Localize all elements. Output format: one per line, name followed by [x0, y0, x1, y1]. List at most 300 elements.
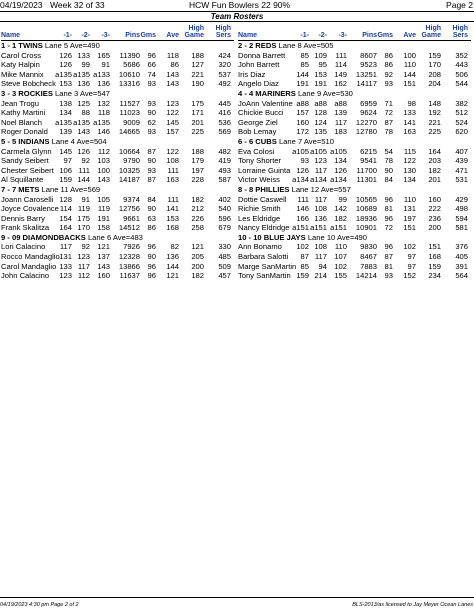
- games-played: 84: [147, 194, 156, 204]
- high-game: 258: [191, 223, 204, 233]
- game1: 87: [300, 252, 309, 262]
- high-series: 524: [455, 117, 468, 127]
- bowler-name: Dottie Caswell: [238, 194, 287, 204]
- game3: 99: [338, 194, 347, 204]
- game2: 143: [77, 127, 90, 137]
- game3: 165: [97, 50, 110, 60]
- team-name: 3 - 3 ROCKIES: [1, 88, 53, 98]
- game2: 133: [77, 50, 90, 60]
- page-number: Page 2: [446, 0, 473, 10]
- games-played: 93: [147, 98, 156, 108]
- games-played: 90: [147, 252, 156, 262]
- game1: 85: [300, 60, 309, 70]
- average: 111: [167, 194, 179, 204]
- report-subtitle: Team Rosters: [0, 12, 474, 22]
- games-played: 81: [384, 204, 393, 214]
- games-played: 84: [384, 175, 393, 185]
- high-series: 457: [218, 271, 231, 281]
- game1: 97: [63, 156, 72, 166]
- bowler-name: Mike Mannix: [1, 69, 44, 79]
- games-played: 92: [384, 69, 393, 79]
- total-pins: 9624: [360, 108, 377, 118]
- game3: 143: [97, 175, 110, 185]
- game3: 121: [97, 242, 110, 252]
- game3: 110: [334, 242, 347, 252]
- games-played: 87: [384, 252, 393, 262]
- high-game: 204: [428, 79, 441, 89]
- bowler-name: Jean Trogu: [1, 98, 39, 108]
- games-played: 96: [147, 50, 156, 60]
- high-series: 439: [455, 156, 468, 166]
- total-pins: 5686: [123, 60, 140, 70]
- team-name: 4 - 4 MARINERS: [238, 88, 296, 98]
- high-game: 221: [428, 117, 441, 127]
- bowler-row: [1, 156, 234, 166]
- game2: 112: [77, 271, 90, 281]
- total-pins: 10664: [118, 146, 140, 156]
- total-pins: 14665: [118, 127, 140, 137]
- total-pins: 18936: [355, 213, 377, 223]
- game1: 145: [59, 146, 72, 156]
- average: 102: [403, 242, 416, 252]
- high-game: 228: [191, 175, 204, 185]
- bowler-row: [238, 147, 471, 157]
- game2: 108: [314, 242, 327, 252]
- team-lane-average: Lane 10 Ave=490: [307, 232, 368, 242]
- average: 108: [166, 156, 179, 166]
- high-game: 182: [428, 165, 441, 175]
- average: 110: [403, 60, 416, 70]
- game2: 92: [81, 242, 90, 252]
- average: 153: [166, 213, 179, 223]
- col-high-series-bottom: Sers: [215, 32, 231, 39]
- total-pins: 12780: [355, 127, 377, 137]
- games-played: 96: [384, 213, 393, 223]
- bowler-row: [1, 175, 234, 185]
- average: 111: [167, 165, 179, 175]
- game2: 128: [314, 108, 327, 118]
- average: 151: [403, 79, 416, 89]
- bowler-row: [1, 204, 234, 214]
- team-header: [238, 233, 471, 243]
- high-series: 596: [218, 213, 231, 223]
- high-series: 544: [455, 79, 468, 89]
- average: 143: [166, 79, 179, 89]
- average: 141: [166, 204, 179, 214]
- league-name: HCW Fun Bowlers 22 90%: [189, 0, 291, 10]
- game1: 144: [296, 69, 309, 79]
- bowler-row: [1, 99, 234, 109]
- team-lane-average: Lane 7 Ave=510: [278, 136, 334, 146]
- high-game: 188: [191, 50, 204, 60]
- bowler-row: [1, 79, 234, 89]
- game3: 183: [334, 127, 347, 137]
- report-date: 04/19/2023: [0, 0, 43, 10]
- bowler-name: Marge SanMartin: [238, 261, 297, 271]
- bowler-row: [238, 252, 471, 262]
- col-high-game-bottom: Game: [421, 32, 441, 39]
- game3: 146: [97, 127, 110, 137]
- games-played: 71: [384, 98, 393, 108]
- game3: 139: [334, 108, 347, 118]
- total-pins: 7883: [360, 261, 377, 271]
- game3: 132: [97, 98, 110, 108]
- game3: 182: [334, 213, 347, 223]
- right-roster-column: [238, 23, 471, 281]
- high-game: 222: [428, 204, 441, 214]
- bowler-row: [1, 271, 234, 281]
- game1: 134: [59, 108, 72, 118]
- total-pins: 10565: [355, 194, 377, 204]
- bowler-row: [1, 127, 234, 137]
- col-game3: -3-: [338, 32, 347, 39]
- bowler-row: [238, 118, 471, 128]
- bowler-name: Steve Bobcheck: [1, 79, 56, 89]
- col-high-game-top: High: [188, 25, 204, 32]
- total-pins: 12756: [118, 204, 140, 214]
- license-text: BLS-2013/as licensed to Jay Meyer Ocean Lanes: [352, 602, 473, 608]
- games-played: 90: [147, 156, 156, 166]
- average: 152: [403, 271, 416, 281]
- high-series: 482: [218, 146, 231, 156]
- bowler-name: John Barrett: [238, 60, 280, 70]
- col-average: Ave: [403, 32, 416, 39]
- game1: 139: [59, 127, 72, 137]
- game3: 126: [334, 165, 347, 175]
- total-pins: 10901: [355, 223, 377, 233]
- high-series: 506: [455, 69, 468, 79]
- bowler-name: Tony SanMartin: [238, 271, 291, 281]
- high-series: 443: [455, 60, 468, 70]
- high-game: 159: [428, 50, 441, 60]
- game2: 95: [318, 60, 327, 70]
- game3: 134: [334, 156, 347, 166]
- high-series: 320: [218, 60, 231, 70]
- games-played: 62: [147, 117, 156, 127]
- bowler-row: [1, 60, 234, 70]
- bowler-name: Angelo Diaz: [238, 79, 279, 89]
- game3: a134: [330, 175, 347, 185]
- games-played: 87: [147, 146, 156, 156]
- bowler-row: [1, 70, 234, 80]
- game3: 114: [334, 60, 347, 70]
- team-name: 10 - 10 BLUE JAYS: [238, 232, 306, 242]
- total-pins: 11023: [119, 108, 140, 118]
- high-game: 200: [191, 261, 204, 271]
- game2: 175: [77, 213, 90, 223]
- game1: 133: [59, 261, 72, 271]
- team-lane-average: Lane 12 Ave=557: [291, 184, 351, 194]
- game1: 102: [296, 242, 309, 252]
- high-game: 212: [191, 204, 204, 214]
- team-header: [238, 137, 471, 147]
- average: 131: [403, 204, 416, 214]
- game2: 144: [77, 175, 90, 185]
- bowler-name: Chester Seibert: [1, 165, 54, 175]
- game3: 107: [334, 252, 347, 262]
- average: 136: [166, 252, 179, 262]
- game1: 164: [59, 223, 72, 233]
- average: 122: [166, 108, 179, 118]
- game2: 92: [81, 156, 90, 166]
- total-pins: 10325: [118, 165, 140, 175]
- game2: 117: [77, 261, 90, 271]
- average: 133: [403, 108, 416, 118]
- average: 97: [407, 252, 416, 262]
- average: 98: [407, 98, 416, 108]
- bowler-name: Katy Halpin: [1, 60, 40, 70]
- games-played: 78: [384, 127, 393, 137]
- col-pins: Pins: [362, 32, 377, 39]
- total-pins: 9523: [360, 60, 377, 70]
- high-series: 402: [218, 194, 231, 204]
- col-games: Gms: [377, 32, 393, 39]
- team-name: 6 - 6 CUBS: [238, 136, 277, 146]
- games-played: 96: [147, 271, 156, 281]
- high-game: 201: [428, 175, 441, 185]
- high-series: 509: [218, 261, 231, 271]
- games-played: 96: [384, 194, 393, 204]
- bowler-name: Iris Diaz: [238, 69, 266, 79]
- average: 123: [166, 98, 179, 108]
- high-game: 182: [191, 194, 204, 204]
- game1: a135: [55, 69, 72, 79]
- report-header: [0, 0, 474, 12]
- game3: a88: [334, 98, 347, 108]
- total-pins: 6215: [360, 146, 377, 156]
- team-header: [1, 41, 234, 51]
- bowler-name: Richie Smith: [238, 204, 281, 214]
- bowler-row: [238, 99, 471, 109]
- team-header: [1, 89, 234, 99]
- average: 145: [166, 117, 179, 127]
- total-pins: 11301: [356, 175, 377, 185]
- game2: 123: [314, 156, 327, 166]
- average: 163: [403, 127, 416, 137]
- average: 151: [403, 223, 416, 233]
- col-games: Gms: [140, 32, 156, 39]
- average: 197: [403, 213, 416, 223]
- high-series: 492: [218, 79, 231, 89]
- average: 144: [166, 261, 179, 271]
- bowler-name: Carol Cross: [1, 50, 42, 60]
- bowler-name: Sandy Seibert: [1, 156, 49, 166]
- average: 100: [403, 50, 416, 60]
- average: 144: [403, 69, 416, 79]
- total-pins: 11527: [119, 98, 140, 108]
- game2: a135: [73, 69, 90, 79]
- games-played: 87: [384, 117, 393, 127]
- high-series: 407: [455, 146, 468, 156]
- high-series: 531: [455, 175, 468, 185]
- game3: 149: [334, 69, 347, 79]
- high-series: 382: [455, 98, 468, 108]
- game3: 143: [97, 261, 110, 271]
- high-game: 175: [191, 98, 204, 108]
- game2: a151: [310, 223, 327, 233]
- bowler-name: Eva Colosi: [238, 146, 275, 156]
- right-roster-body: [238, 41, 471, 281]
- high-series: 569: [218, 127, 231, 137]
- high-game: 201: [191, 117, 204, 127]
- col-game2: -2-: [318, 32, 327, 39]
- col-high-game-top: High: [425, 25, 441, 32]
- game1: 85: [300, 261, 309, 271]
- game2: 170: [77, 223, 90, 233]
- team-lane-average: Lane 11 Ave=569: [41, 184, 101, 194]
- total-pins: 9541: [360, 156, 377, 166]
- game1: 114: [59, 204, 72, 214]
- bowler-row: [238, 271, 471, 281]
- high-series: 405: [455, 252, 468, 262]
- high-game: 182: [191, 271, 204, 281]
- game1: a135: [55, 117, 72, 127]
- total-pins: 10689: [355, 204, 377, 214]
- total-pins: 11700: [356, 165, 377, 175]
- high-series: 581: [455, 223, 468, 233]
- game2: 91: [81, 194, 90, 204]
- bowler-name: Chickie Bucci: [238, 108, 284, 118]
- average: 121: [166, 271, 179, 281]
- bowler-row: [1, 51, 234, 61]
- high-series: 471: [455, 165, 468, 175]
- game1: a151: [292, 223, 309, 233]
- game3: 158: [97, 223, 110, 233]
- bowler-row: [238, 242, 471, 252]
- game3: 118: [97, 108, 110, 118]
- total-pins: 14214: [355, 271, 377, 281]
- col-high-game-bottom: Game: [184, 32, 204, 39]
- game3: 103: [97, 156, 110, 166]
- team-header: [238, 89, 471, 99]
- total-pins: 11390: [119, 50, 140, 60]
- bowler-name: Lorraine Guinta: [238, 165, 291, 175]
- average: 130: [403, 165, 416, 175]
- games-played: 90: [384, 165, 393, 175]
- team-header: [1, 185, 234, 195]
- high-series: 587: [218, 175, 231, 185]
- col-high-series-top: High: [215, 25, 231, 32]
- game2: 117: [314, 194, 327, 204]
- col-high-series-top: High: [452, 25, 468, 32]
- bowler-name: Joyce Covalence: [1, 204, 59, 214]
- high-series: 512: [455, 108, 468, 118]
- game2: 135: [314, 127, 327, 137]
- bowler-name: Tony Shorter: [238, 156, 282, 166]
- average: 143: [166, 69, 179, 79]
- high-series: 391: [455, 261, 468, 271]
- team-header: [238, 41, 471, 51]
- game2: a135: [73, 117, 90, 127]
- games-played: 63: [147, 213, 156, 223]
- games-played: 90: [147, 204, 156, 214]
- high-game: 168: [428, 252, 441, 262]
- team-lane-average: Lane 9 Ave=530: [297, 88, 353, 98]
- average: 118: [166, 50, 179, 60]
- high-series: 540: [218, 204, 231, 214]
- bowler-name: Les Eldridge: [238, 213, 281, 223]
- game1: 131: [59, 252, 72, 262]
- games-played: 72: [384, 223, 393, 233]
- bowler-name: Barbara Salotti: [238, 252, 289, 262]
- column-header-row: [1, 23, 234, 41]
- high-series: 679: [218, 223, 231, 233]
- team-lane-average: Lane 8 Ave=505: [278, 41, 334, 50]
- game1: 117: [59, 242, 72, 252]
- total-pins: 10610: [118, 69, 140, 79]
- high-game: 151: [428, 242, 441, 252]
- bowler-row: [1, 223, 234, 233]
- high-game: 127: [191, 60, 204, 70]
- bowler-name: Nancy Eldridge: [238, 223, 290, 233]
- game1: 159: [59, 175, 72, 185]
- total-pins: 12270: [355, 117, 377, 127]
- game2: 136: [314, 213, 327, 223]
- average: 110: [403, 194, 416, 204]
- games-played: 86: [147, 223, 156, 233]
- team-name: 2 - 2 REDS: [238, 41, 277, 50]
- high-series: 429: [455, 194, 468, 204]
- total-pins: 12328: [118, 252, 140, 262]
- game3: 136: [97, 79, 110, 89]
- col-game1: -1-: [300, 32, 309, 39]
- game2: 124: [314, 117, 327, 127]
- high-series: 330: [218, 242, 231, 252]
- bowler-name: Rocco Mandaglio: [1, 252, 60, 262]
- game1: 126: [59, 50, 72, 60]
- game1: a105: [292, 146, 309, 156]
- average: 122: [166, 146, 179, 156]
- game1: 191: [296, 79, 309, 89]
- team-name: 8 - 8 PHILLIES: [238, 184, 290, 194]
- high-series: 620: [455, 127, 468, 137]
- bowler-row: [1, 147, 234, 157]
- game3: 105: [97, 194, 110, 204]
- bowler-row: [238, 166, 471, 176]
- game2: a88: [314, 98, 327, 108]
- bowler-name: JoAnn Valentine: [238, 98, 293, 108]
- game3: 111: [335, 50, 347, 60]
- average: 115: [403, 146, 416, 156]
- bowler-name: Victor Weiss: [238, 175, 280, 185]
- col-name: Name: [1, 32, 21, 39]
- average: 163: [166, 175, 179, 185]
- bowler-row: [1, 214, 234, 224]
- game1: 160: [296, 117, 309, 127]
- bowler-row: [238, 175, 471, 185]
- bowler-name: Donna Barrett: [238, 50, 286, 60]
- game1: a134: [292, 175, 309, 185]
- games-played: 78: [384, 156, 393, 166]
- game2: 88: [81, 108, 90, 118]
- game3: a151: [330, 223, 347, 233]
- high-game: 121: [191, 242, 204, 252]
- high-series: 376: [455, 242, 468, 252]
- game3: 117: [334, 117, 347, 127]
- high-game: 205: [191, 252, 204, 262]
- total-pins: 9661: [123, 213, 140, 223]
- game2: 117: [314, 252, 327, 262]
- bowler-name: George Ziel: [238, 117, 278, 127]
- left-roster-column: [1, 23, 234, 281]
- bowler-name: Ann Bonamo: [238, 242, 282, 252]
- game1: a88: [296, 98, 309, 108]
- bowler-row: [238, 262, 471, 272]
- bowler-row: [1, 118, 234, 128]
- average: 168: [166, 223, 179, 233]
- high-game: 226: [191, 213, 204, 223]
- game1: 146: [296, 204, 309, 214]
